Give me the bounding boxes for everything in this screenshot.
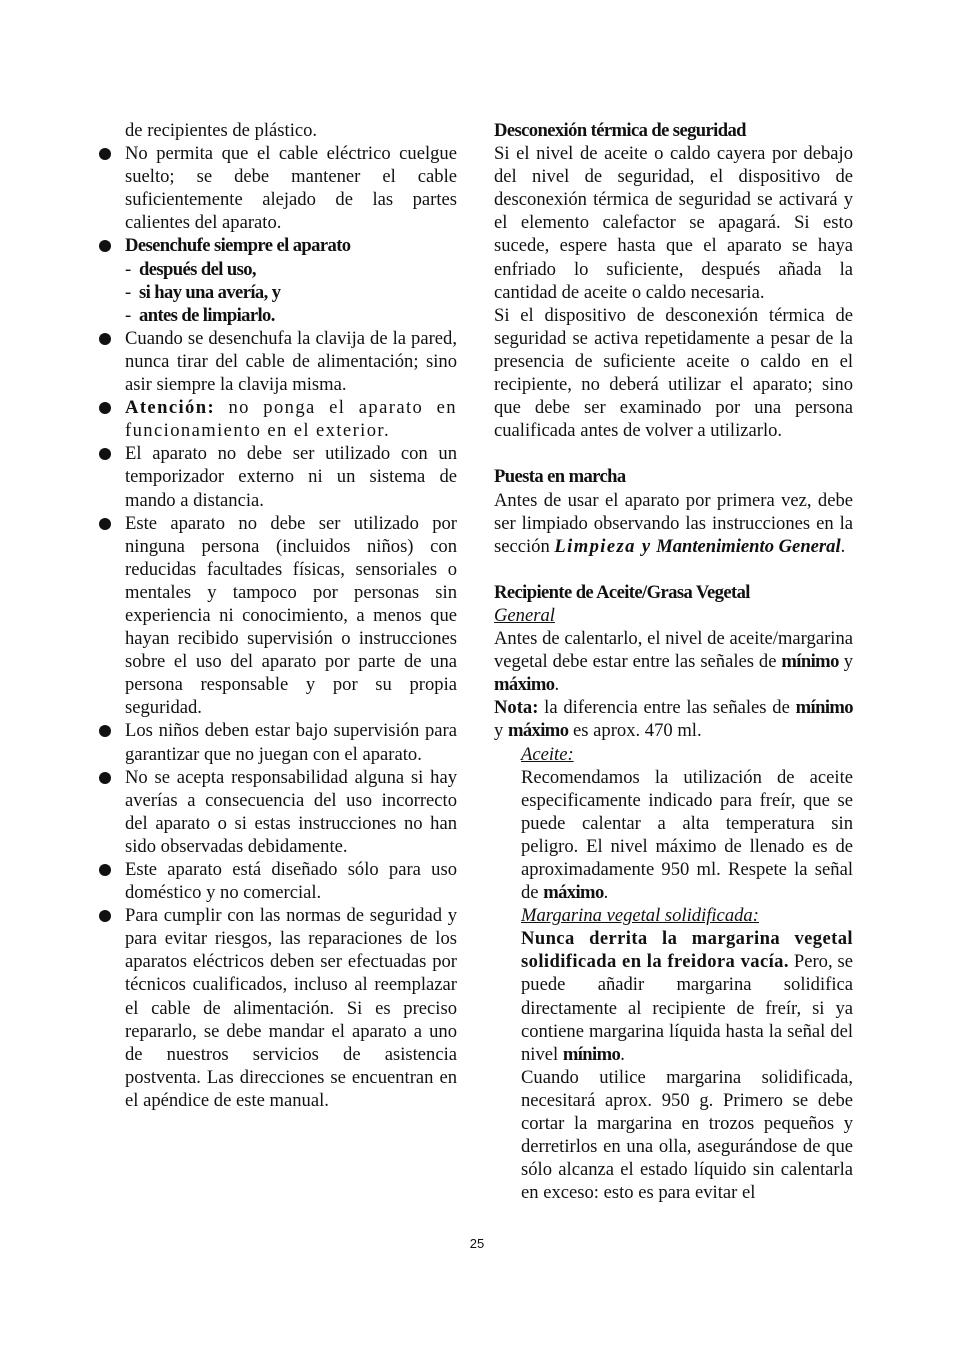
- paragraph: [494, 489, 853, 558]
- list-item: [99, 142, 457, 234]
- bullet-icon: [99, 518, 111, 530]
- sub-item-text: después del uso,: [139, 258, 256, 280]
- list-item: [99, 766, 457, 858]
- note-paragraph: [494, 696, 853, 742]
- warning-text: Nunca derrita la margarina vegetal solidificada en la freidora vacía.: [521, 928, 853, 973]
- list-item-text: No permita que el cable eléctrico cuelgue suelto; se debe mantener el cable suficientemente alejado de las partes calientes del aparato.: [125, 143, 457, 234]
- paragraph: [494, 627, 853, 696]
- paragraph: [521, 927, 853, 1066]
- paragraph: [521, 766, 853, 905]
- indented-block: [494, 743, 853, 1205]
- paragraph: Si el dispositivo de desconexión térmica de seguridad se activa repetidamente a pesar de la presencia de suficiente aceite o caldo en el recipiente, no deberá utilizar el aparato; sino que debe ser examinado por una persona cualificada antes de volver a utilizarlo.: [494, 304, 853, 442]
- list-item: [99, 858, 457, 904]
- emphasis-text: mínimo: [562, 1043, 621, 1065]
- attention-label: Atención:: [125, 397, 216, 419]
- list-item-text: No se acepta responsabilidad alguna si hay averías a consecuencia del uso incorrecto del aparato o si estas instrucciones no han sido observadas debidamente.: [125, 766, 457, 857]
- section-heading-start-up: Puesta en marcha: [494, 466, 626, 488]
- section-heading-oil-container: Recipiente de Aceite/Grasa Vegetal: [494, 581, 750, 603]
- bullet-icon: [99, 333, 111, 345]
- sub-item-text: antes de limpiarlo.: [139, 304, 275, 326]
- list-item-text: Los niños deben estar bajo supervisión para garantizar que no juegan con el aparato.: [125, 720, 457, 765]
- left-column: [99, 119, 457, 1112]
- emphasis-text: máximo: [507, 720, 569, 742]
- sub-item: [99, 304, 457, 327]
- dash-glyph: -: [125, 281, 132, 303]
- subheading-general: General: [494, 604, 555, 626]
- paragraph-text: Pero, se puede añadir margarina solidifica directamente al recipiente de freír, si ya contiene margarina líquida hasta la señal del nivel: [521, 951, 853, 1065]
- punctuation: .: [620, 1043, 625, 1065]
- page-number: 25: [469, 1236, 485, 1251]
- sub-item: [99, 281, 457, 304]
- paragraph-text: y: [494, 720, 508, 742]
- bullet-icon: [99, 864, 111, 876]
- bullet-icon: [99, 725, 111, 737]
- list-item: [99, 719, 457, 765]
- continuation-text: de recipientes de plástico.: [125, 120, 318, 141]
- list-item: [99, 442, 457, 511]
- emphasis-text: mínimo: [795, 697, 853, 719]
- sub-item: [99, 258, 457, 281]
- list-item-text: Cuando se desenchufa la clavija de la pared, nunca tirar del cable de alimentación; sino asir siempre la clavija misma.: [125, 327, 457, 396]
- sub-item-text: si hay una avería, y: [139, 281, 281, 303]
- punctuation: .: [603, 882, 609, 904]
- punctuation: .: [554, 674, 560, 696]
- bullet-icon: [99, 910, 111, 922]
- paragraph: Cuando utilice margarina solidificada, necesitará aprox. 950 g. Primero se debe cortar la margarina en trozos pequeños y derretirlos en una olla, asegurándose de que sólo alcanza el estado líquido sin calentarla en exceso: esto es para evitar el: [521, 1066, 853, 1204]
- list-item-unplug: [99, 234, 457, 257]
- section-heading-thermal-cutoff: Desconexión térmica de seguridad: [494, 120, 746, 141]
- paragraph-text: Antes de usar el aparato por primera vez, debe ser limpiado observando las instrucciones en la sección: [494, 489, 853, 557]
- emphasis-text: máximo: [494, 674, 555, 696]
- punctuation: .: [840, 535, 846, 557]
- bullet-icon: [99, 448, 111, 460]
- bullet-icon: [99, 148, 111, 160]
- list-item: [99, 904, 457, 1112]
- paragraph-text: y: [838, 651, 854, 673]
- list-item-text: Para cumplir con las normas de seguridad y para evitar riesgos, las reparaciones de los aparatos eléctricos deben ser efectuadas por técnicos cualificados, incluso al reemplazar el cable de alimentación. Si es preciso repararlo, se debe mandar el aparato a uno de nuestros servicios de asistencia postventa. Las direcciones se encuentran en el apéndice de este manual.: [125, 905, 457, 1111]
- paragraph-text: Recomendamos la utilización de aceite especificamente indicado para freír, que se puede calentar a alta temperatura sin peligro. El nivel máximo de llenado es de aproximadamente 950 ml. Respete la señal de: [521, 766, 853, 904]
- paragraph-text: Antes de calentarlo, el nivel de aceite/margarina vegetal debe estar entre las señales de: [494, 628, 853, 673]
- list-item-text: El aparato no debe ser utilizado con un temporizador externo ni un sistema de mando a distancia.: [125, 443, 457, 511]
- right-column: [494, 119, 853, 1204]
- bullet-icon: [99, 240, 111, 252]
- paragraph: Si el nivel de aceite o caldo cayera por debajo del nivel de seguridad, el dispositivo de desconexión térmica de seguridad se activará y el elemento calefactor se apagará. Si esto sucede, espere hasta que el aparato se haya enfriado lo suficiente, después añada la cantidad de aceite o caldo necesaria.: [494, 143, 853, 303]
- bullet-icon: [99, 772, 111, 784]
- dash-glyph: -: [125, 304, 132, 326]
- list-item-attention: [99, 396, 457, 442]
- subheading-oil: Aceite:: [521, 743, 574, 765]
- list-item-text: Este aparato no debe ser utilizado por ninguna persona (incluidos niños) con reducidas facultades físicas, sensoriales o mentales y tampoco por personas sin experiencia ni conocimiento, a menos que hayan recibido supervisión o instrucciones sobre el uso del aparato por parte de una persona responsable y por su propia seguridad.: [125, 512, 457, 719]
- list-item-title: Desenchufe siempre el aparato: [125, 235, 351, 257]
- bullet-icon: [99, 402, 111, 414]
- note-label: Nota:: [494, 697, 539, 719]
- emphasis-text: Limpieza y: [554, 535, 652, 557]
- dash-glyph: -: [125, 258, 132, 280]
- emphasis-text: mínimo: [781, 651, 839, 673]
- list-item-text: no ponga el aparato en funcionamiento en el exterior.: [125, 397, 457, 442]
- paragraph-text: la diferencia entre las señales de: [538, 697, 796, 719]
- paragraph-text: es aprox. 470 ml.: [568, 720, 702, 742]
- list-item: [99, 512, 457, 720]
- emphasis-text: Mantenimiento General: [656, 535, 841, 557]
- list-item-text: Este aparato está diseñado sólo para uso doméstico y no comercial.: [125, 859, 457, 904]
- emphasis-text: máximo: [543, 882, 604, 904]
- list-item: [99, 327, 457, 396]
- subheading-margarine: Margarina vegetal solidificada:: [521, 905, 759, 927]
